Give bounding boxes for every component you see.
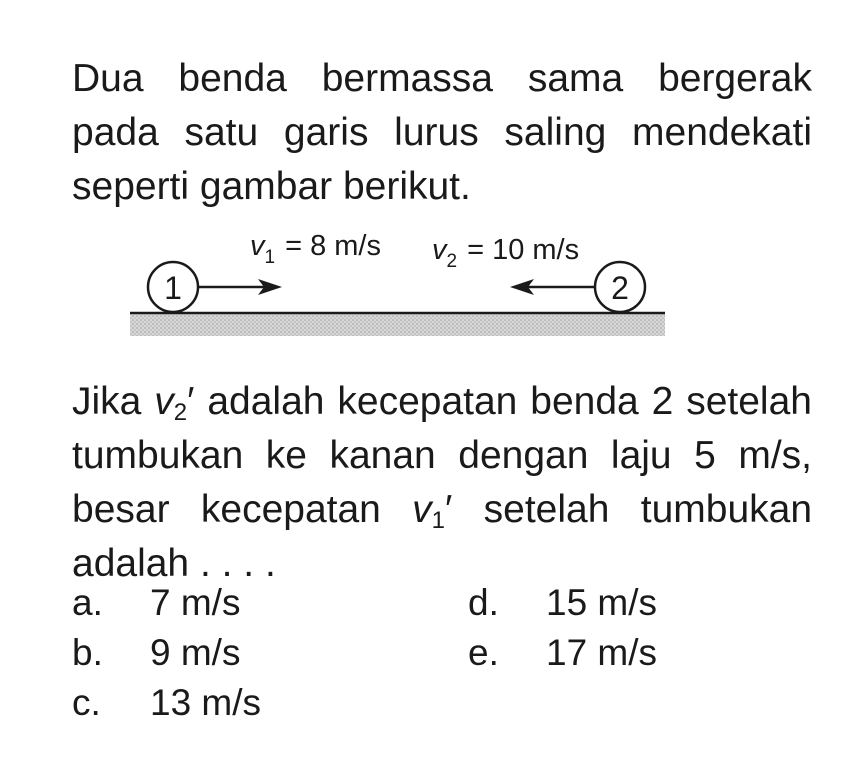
ball-1-label: 1 xyxy=(164,270,182,306)
option-a-letter: a. xyxy=(72,582,103,623)
option-e-text: 17 m/s xyxy=(546,632,658,673)
text-jika: Jika xyxy=(72,380,155,423)
ground-surface xyxy=(130,314,665,336)
option-b[interactable] xyxy=(72,630,240,676)
option-a-text: 7 m/s xyxy=(150,582,241,623)
option-c-letter: c. xyxy=(72,682,101,723)
option-e-letter: e. xyxy=(468,632,499,673)
option-e[interactable] xyxy=(468,630,657,676)
option-c[interactable] xyxy=(72,680,261,726)
ball-2 xyxy=(595,262,645,312)
option-b-letter: b. xyxy=(72,632,103,673)
v1-prime-mark: ′ xyxy=(445,488,453,531)
v1-prime-symbol: v xyxy=(412,488,432,531)
v1-label: $v_1 = 8$ m/s xyxy=(250,230,381,268)
v2-prime-symbol: v xyxy=(154,380,174,423)
v2-prime-mark: ′ xyxy=(187,380,195,423)
v2-label: $v_2 = 10$ m/s xyxy=(432,234,580,272)
option-c-text: 13 m/s xyxy=(150,682,262,723)
option-b-text: 9 m/s xyxy=(150,632,241,673)
question-body xyxy=(72,375,812,591)
arrow-left-icon xyxy=(510,279,595,295)
v2-prime-sub: 2 xyxy=(173,399,188,426)
text-middle: adalah kecepatan benda 2 setelah tumbukan ke kanan dengan laju 5 m/s, besar kecepatan xyxy=(72,380,812,531)
question-intro: Dua benda bermassa sama bergerak pada satu garis lurus saling mendekati seperti gambar berikut. xyxy=(72,57,812,208)
option-d-text: 15 m/s xyxy=(546,582,658,623)
option-a[interactable] xyxy=(72,580,240,626)
ball-1 xyxy=(148,262,198,312)
collision-figure xyxy=(0,215,864,355)
ball-2-label: 2 xyxy=(611,270,629,306)
option-d-letter: d. xyxy=(468,582,499,623)
text-end: setelah tumbukan adalah . . . . xyxy=(72,488,813,585)
option-d[interactable] xyxy=(468,580,657,626)
v1-prime-sub: 1 xyxy=(431,507,446,534)
arrow-right-icon xyxy=(198,279,282,295)
